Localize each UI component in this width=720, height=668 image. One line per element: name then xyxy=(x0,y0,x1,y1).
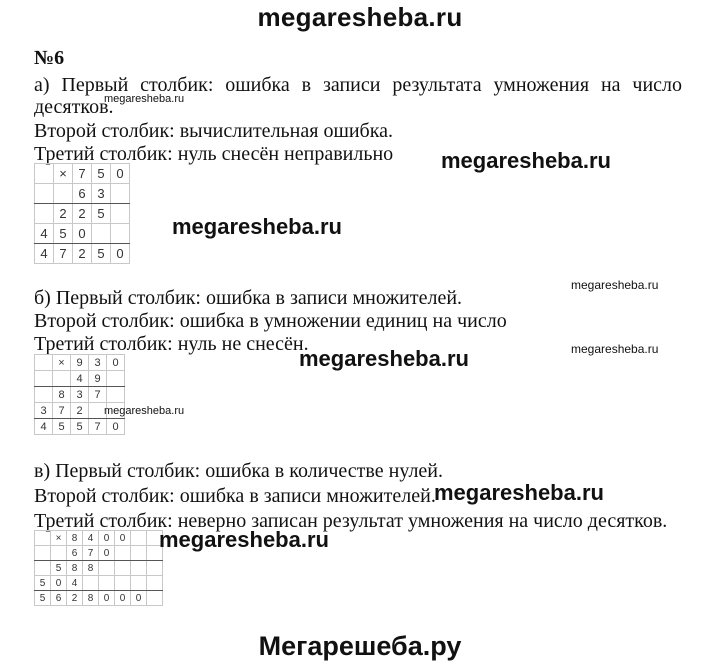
grid-cell: 0 xyxy=(115,531,131,546)
grid-cell: 4 xyxy=(71,371,89,387)
grid-cell: 0 xyxy=(131,591,147,606)
grid-cell: 9 xyxy=(71,355,89,371)
grid-cell xyxy=(107,371,125,387)
grid-cell: 2 xyxy=(54,204,73,224)
part-b-multiplication-grid xyxy=(34,354,125,435)
grid-cell: 5 xyxy=(51,561,67,576)
grid-cell: 0 xyxy=(99,546,115,561)
grid-cell: 0 xyxy=(107,355,125,371)
grid-row xyxy=(35,561,163,576)
grid-cell: 4 xyxy=(35,224,54,244)
grid-cell: 6 xyxy=(51,591,67,606)
grid-row xyxy=(35,164,130,184)
grid-cell: 5 xyxy=(35,576,51,591)
grid-row xyxy=(35,244,130,264)
grid-cell: 6 xyxy=(67,546,83,561)
grid-cell xyxy=(131,576,147,591)
part-c-line-2: Второй столбик: ошибка в записи множителей. xyxy=(34,485,436,507)
grid-cell: 5 xyxy=(71,419,89,435)
grid-row xyxy=(35,387,125,403)
watermark: megaresheba.ru xyxy=(571,342,659,356)
grid-cell: 7 xyxy=(54,244,73,264)
grid-cell: 7 xyxy=(73,164,92,184)
grid-cell xyxy=(111,184,130,204)
grid-cell xyxy=(111,224,130,244)
grid-cell: 3 xyxy=(92,184,111,204)
grid-row xyxy=(35,371,125,387)
part-c-line-1: в) Первый столбик: ошибка в количестве нулей. xyxy=(34,460,444,482)
grid-cell: 5 xyxy=(92,164,111,184)
grid-cell xyxy=(35,371,53,387)
grid-cell xyxy=(35,561,51,576)
grid-row xyxy=(35,591,163,606)
grid-cell: 0 xyxy=(111,244,130,264)
grid-cell: 0 xyxy=(73,224,92,244)
part-b-line-3: Третий столбик: нуль не снесён. xyxy=(34,333,309,355)
part-b-line-2: Второй столбик: ошибка в умножении единиц на число xyxy=(34,310,507,332)
grid-cell xyxy=(53,371,71,387)
watermark: megaresheba.ru xyxy=(172,214,342,239)
grid-cell xyxy=(131,546,147,561)
grid-cell: 0 xyxy=(107,419,125,435)
grid-cell xyxy=(92,224,111,244)
grid-row xyxy=(35,531,163,546)
grid-cell: 5 xyxy=(92,204,111,224)
grid-cell: 2 xyxy=(67,591,83,606)
watermark: megaresheba.ru xyxy=(571,278,659,292)
grid-cell xyxy=(147,576,163,591)
part-c-multiplication-grid xyxy=(34,530,163,606)
grid-cell: 5 xyxy=(53,419,71,435)
grid-row xyxy=(35,204,130,224)
grid-row xyxy=(35,546,163,561)
grid-cell: 0 xyxy=(111,164,130,184)
grid-cell: 8 xyxy=(67,561,83,576)
grid-row xyxy=(35,355,125,371)
grid-cell xyxy=(99,561,115,576)
grid-cell: 5 xyxy=(92,244,111,264)
grid-cell: 0 xyxy=(99,531,115,546)
grid-cell: 4 xyxy=(35,419,53,435)
part-a-line-1-continued: десятков. xyxy=(34,96,114,118)
grid-cell: 0 xyxy=(99,591,115,606)
grid-cell: × xyxy=(51,531,67,546)
grid-cell: 8 xyxy=(67,531,83,546)
grid-row xyxy=(35,224,130,244)
grid-cell: 3 xyxy=(89,355,107,371)
part-a-line-1: а) Первый столбик: ошибка в записи результата умножения на число xyxy=(34,74,682,96)
grid-cell: 7 xyxy=(89,419,107,435)
grid-row xyxy=(35,184,130,204)
grid-cell: 2 xyxy=(73,204,92,224)
grid-cell: 0 xyxy=(115,591,131,606)
grid-cell xyxy=(35,184,54,204)
grid-cell: 8 xyxy=(83,561,99,576)
site-title: megaresheba.ru xyxy=(257,2,463,32)
part-a-line-2: Второй столбик: вычислительная ошибка. xyxy=(34,120,394,142)
grid-cell: 6 xyxy=(73,184,92,204)
grid-cell xyxy=(115,576,131,591)
grid-row xyxy=(35,576,163,591)
task-number: №6 xyxy=(34,47,65,69)
grid-cell xyxy=(35,204,54,224)
grid-cell xyxy=(131,561,147,576)
grid-cell: 7 xyxy=(83,546,99,561)
grid-cell: 4 xyxy=(83,531,99,546)
watermark: megaresheba.ru xyxy=(159,527,329,552)
part-a-line-3: Третий столбик: нуль снесён неправильно xyxy=(34,143,394,165)
grid-cell: 4 xyxy=(67,576,83,591)
watermark: megaresheba.ru xyxy=(441,148,611,173)
grid-cell xyxy=(35,355,53,371)
grid-cell xyxy=(107,387,125,403)
grid-cell: 8 xyxy=(53,387,71,403)
part-c-line-3: Третий столбик: неверно записан результат умножения на число десятков. xyxy=(34,510,668,532)
grid-cell: × xyxy=(54,164,73,184)
grid-cell: 3 xyxy=(71,387,89,403)
grid-cell xyxy=(35,531,51,546)
grid-cell xyxy=(35,387,53,403)
grid-cell xyxy=(115,546,131,561)
grid-cell: 2 xyxy=(71,403,89,419)
grid-cell xyxy=(147,561,163,576)
grid-row xyxy=(35,419,125,435)
grid-cell: 0 xyxy=(51,576,67,591)
footer-title: Мегарешеба.ру xyxy=(258,631,462,661)
part-b-line-1: б) Первый столбик: ошибка в записи множителей. xyxy=(34,287,463,309)
watermark: megaresheba.ru xyxy=(299,346,469,371)
grid-cell xyxy=(35,164,54,184)
grid-cell xyxy=(51,546,67,561)
grid-cell xyxy=(115,561,131,576)
grid-cell: 7 xyxy=(89,387,107,403)
part-a-multiplication-grid xyxy=(34,163,130,264)
grid-cell xyxy=(111,204,130,224)
watermark: megaresheba.ru xyxy=(104,93,185,105)
grid-cell: 5 xyxy=(35,591,51,606)
grid-cell xyxy=(131,531,147,546)
grid-cell xyxy=(99,576,115,591)
grid-cell: × xyxy=(53,355,71,371)
grid-cell: 7 xyxy=(53,403,71,419)
grid-cell xyxy=(54,184,73,204)
grid-cell: 8 xyxy=(83,591,99,606)
grid-cell: 3 xyxy=(35,403,53,419)
grid-cell: 5 xyxy=(54,224,73,244)
grid-cell xyxy=(147,591,163,606)
watermark: megaresheba.ru xyxy=(434,480,604,505)
grid-cell xyxy=(83,576,99,591)
grid-cell: 2 xyxy=(73,244,92,264)
grid-cell: 9 xyxy=(89,371,107,387)
grid-cell xyxy=(35,546,51,561)
grid-cell: 4 xyxy=(35,244,54,264)
watermark: megaresheba.ru xyxy=(104,405,185,417)
